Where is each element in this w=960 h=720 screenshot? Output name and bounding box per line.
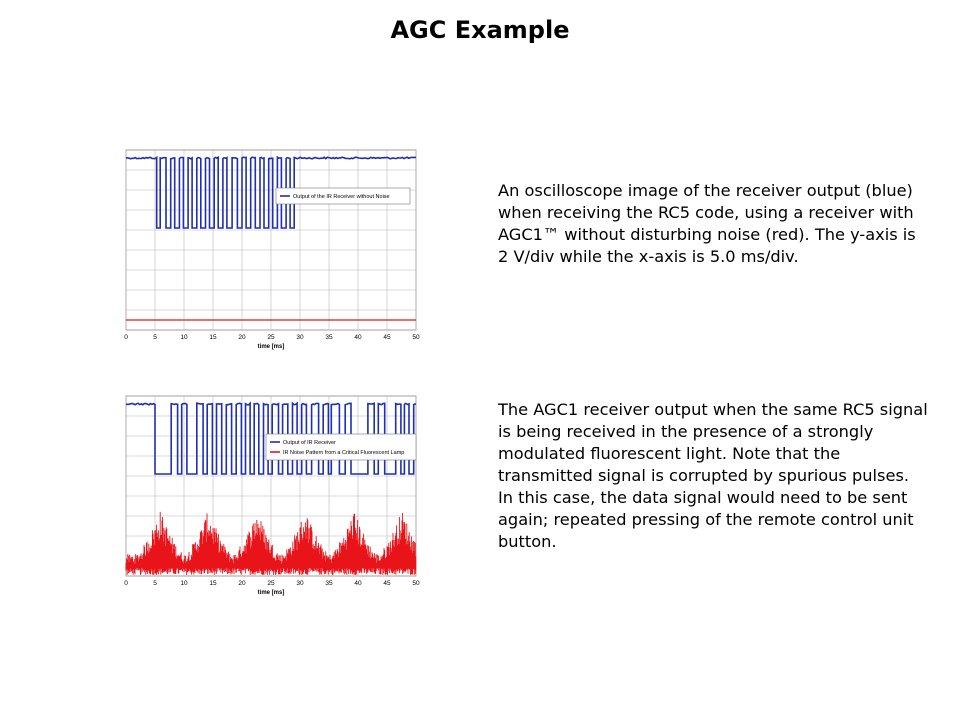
oscilloscope-chart-no-noise — [116, 142, 442, 354]
chart-svg — [116, 142, 442, 354]
x-tick-label: 40 — [354, 334, 362, 341]
x-tick-label: 5 — [153, 580, 157, 587]
legend-box — [266, 434, 416, 460]
description-no-noise: An oscilloscope image of the receiver output (blue) when receiving the RC5 code, using a receiver with AGC1™ without disturbing noise (red). The y-axis is 2 V/div while the x-axis is 5.0 ms/div. — [498, 181, 916, 266]
x-tick-label: 25 — [267, 580, 275, 587]
x-tick-label: 10 — [180, 334, 188, 341]
legend-label: IR Noise Pattern from a Critical Fluorescent Lamp — [283, 450, 405, 456]
x-tick-label: 50 — [412, 334, 420, 341]
x-tick-label: 10 — [180, 580, 188, 587]
legend-label: Output of the IR Receiver without Noise — [293, 194, 390, 200]
x-tick-label: 50 — [412, 580, 420, 587]
x-axis-label: time [ms] — [257, 590, 285, 596]
x-tick-label: 35 — [325, 334, 333, 341]
x-tick-label: 0 — [124, 580, 128, 587]
x-tick-label: 20 — [238, 334, 246, 341]
x-tick-label: 15 — [209, 334, 217, 341]
x-tick-label: 35 — [325, 580, 333, 587]
x-tick-label: 30 — [296, 580, 304, 587]
legend-label: Output of IR Receiver — [283, 440, 336, 446]
oscilloscope-chart-with-noise — [116, 388, 442, 602]
slide-title: AGC Example — [390, 16, 570, 44]
description-with-noise: The AGC1 receiver output when the same RC5 signal is being received in the presence of a strongly modulated fluorescent light. Note that the transmitted signal is corrupted by spurious pulses. In this case, the data signal would need to be sent again; repeated pressing of the remote control unit button. — [498, 400, 928, 551]
x-tick-label: 20 — [238, 580, 246, 587]
x-tick-label: 30 — [296, 334, 304, 341]
x-tick-label: 40 — [354, 580, 362, 587]
chart-svg — [116, 388, 442, 602]
x-tick-label: 45 — [383, 334, 391, 341]
x-tick-label: 5 — [153, 334, 157, 341]
x-tick-label: 45 — [383, 580, 391, 587]
x-tick-label: 25 — [267, 334, 275, 341]
x-axis-label: time [ms] — [257, 344, 285, 350]
x-tick-label: 15 — [209, 580, 217, 587]
x-tick-label: 0 — [124, 334, 128, 341]
